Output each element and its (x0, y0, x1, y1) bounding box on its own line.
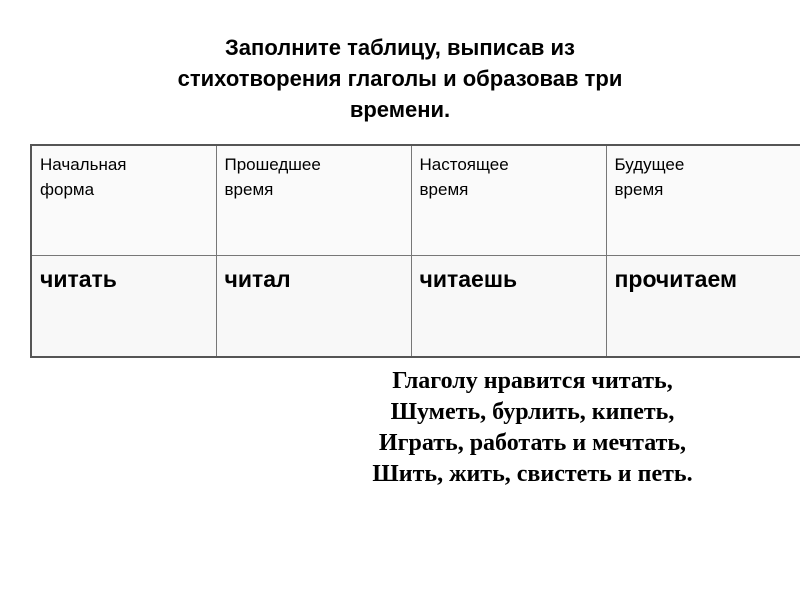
title-line: времени. (349, 97, 451, 122)
cell-present: читаешь (411, 255, 606, 357)
poem-line: Глаголу нравится читать, (392, 368, 673, 394)
header-label: Начальная форма (40, 155, 127, 199)
cell-past: читал (216, 255, 411, 357)
cell-infinitive: читать (31, 255, 216, 357)
table-row (31, 255, 800, 357)
header-cell-past (216, 145, 411, 255)
table-header-row (31, 145, 800, 255)
cell-future: прочитаем (606, 255, 800, 357)
poem-line: Шуметь, бурлить, кипеть, (390, 399, 675, 425)
poem (300, 366, 765, 490)
poem-line: Шить, жить, свистеть и петь. (372, 461, 693, 487)
header-label: Настоящее время (419, 155, 509, 199)
header-label: Будущее время (614, 155, 685, 199)
header-cell-present (411, 145, 606, 255)
title-line: Заполните таблицу, выписав из (225, 35, 575, 60)
poem-line: Играть, работать и мечтать, (378, 430, 687, 456)
task-title (90, 32, 710, 125)
title-line: стихотворения глаголы и образовав три (177, 66, 623, 91)
verb-tenses-table (30, 144, 800, 358)
header-cell-future (606, 145, 800, 255)
header-cell-infinitive (31, 145, 216, 255)
header-label: Прошедшее время (224, 155, 321, 199)
